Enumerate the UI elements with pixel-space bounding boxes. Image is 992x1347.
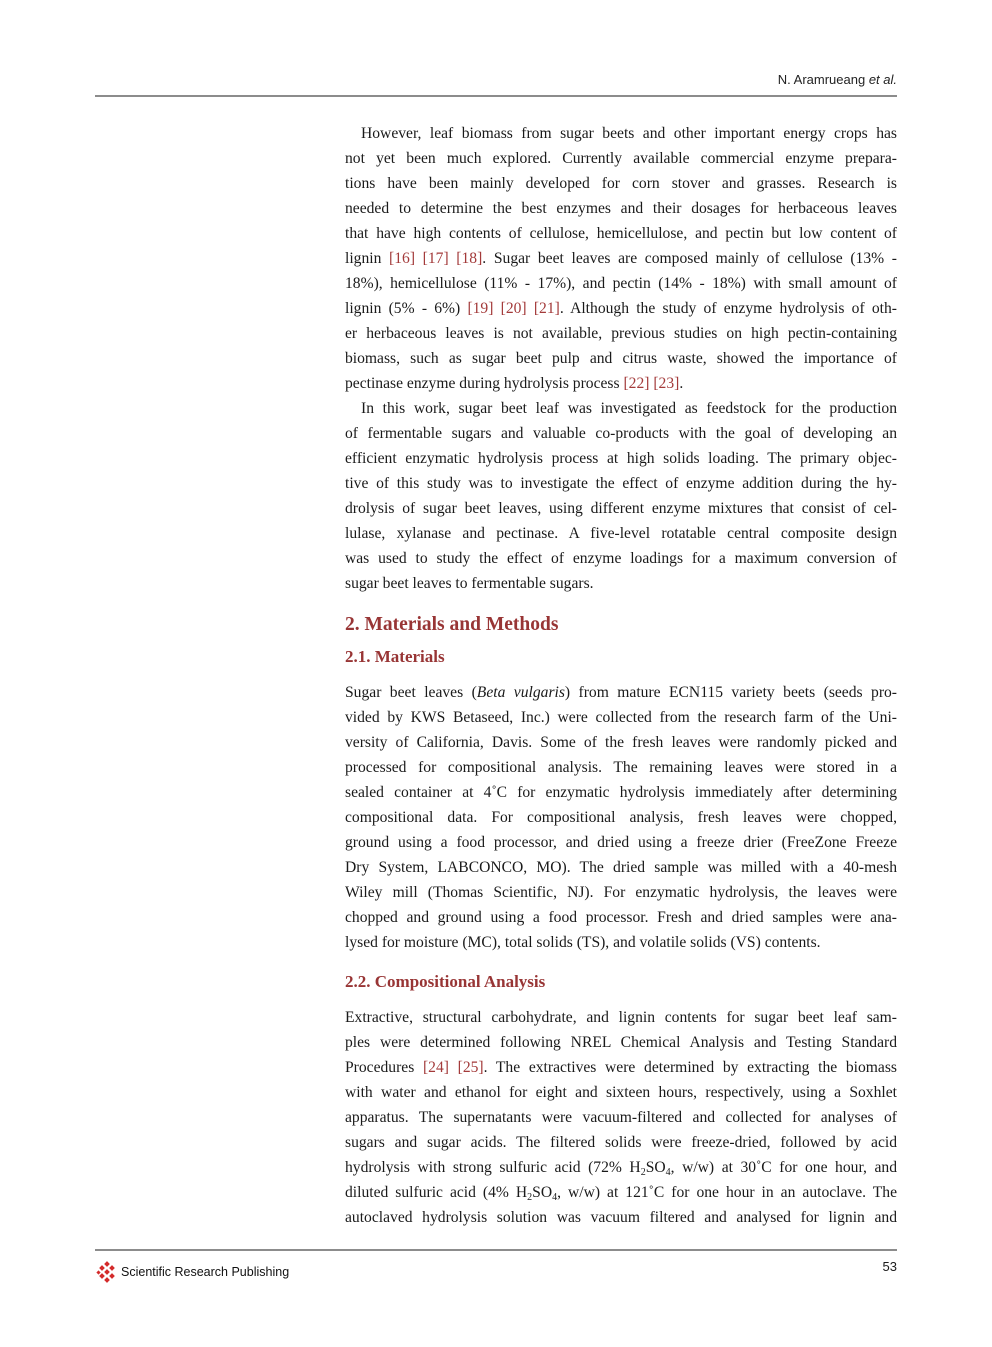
text-segment: tions have been mainly developed for corn stover and grasses. Research is [345, 175, 897, 192]
text-line [345, 930, 897, 955]
subscript: 2 [527, 1192, 533, 1203]
text-line [345, 571, 897, 596]
text-segment: diluted sulfuric acid (4% H [345, 1184, 528, 1201]
citation-link[interactable]: [24] [25] [422, 1059, 484, 1076]
text-line [345, 546, 897, 571]
text-segment: lignin [345, 250, 390, 267]
text-segment: tive of this study was to investigate the effect of enzyme addition during the hy- [345, 475, 897, 492]
text-segment: not yet been much explored. Currently available commercial enzyme prepara- [345, 150, 897, 167]
text-line [345, 1180, 897, 1205]
text-line [345, 1005, 897, 1030]
subscript: 4 [665, 1167, 671, 1178]
text-segment: with water and ethanol for eight and sixteen hours, respectively, using a Soxhlet [345, 1084, 897, 1101]
text-segment: hydrolysis with strong sulfuric acid (72% H [345, 1159, 641, 1176]
text-segment: Procedures [345, 1059, 423, 1076]
text-segment: . The extractives were determined by extracting the biomass [483, 1059, 897, 1076]
text-line [345, 705, 897, 730]
text-line [345, 371, 897, 396]
text-line [345, 730, 897, 755]
text-segment: chopped and ground using a food processor. Fresh and dried samples were ana- [345, 909, 897, 926]
text-segment: that have high contents of cellulose, hemicellulose, and pectin but low content of [345, 225, 897, 242]
text-line [345, 321, 897, 346]
italic-text: Beta vulgaris [476, 684, 565, 701]
text-line [345, 780, 897, 805]
text-segment: drolysis of sugar beet leaves, using different enzyme mixtures that consist of cel- [345, 500, 897, 517]
text-line [345, 1155, 897, 1180]
text-segment: . Although the study of enzyme hydrolysis of oth- [559, 300, 897, 317]
header-author: N. Aramrueang [777, 72, 866, 87]
citation-link[interactable]: [16] [17] [18] [389, 250, 483, 267]
text-segment: sugars and sugar acids. The filtered solids were freeze-dried, followed by acid [345, 1134, 897, 1151]
text-line [345, 271, 897, 296]
text-segment: However, leaf biomass from sugar beets and other important energy crops has [361, 125, 897, 142]
text-line [345, 121, 897, 146]
page-number: 53 [882, 1259, 897, 1274]
text-line [345, 446, 897, 471]
text-line [345, 1030, 897, 1055]
text-line [345, 855, 897, 880]
text-line [345, 755, 897, 780]
citation-link[interactable]: [19] [20] [21] [467, 300, 560, 317]
text-line [345, 396, 897, 421]
footer-rule [95, 1249, 897, 1251]
scirp-logo-icon [96, 1261, 118, 1283]
subsection-heading-compositional-analysis: 2.2. Compositional Analysis [345, 972, 546, 991]
text-segment: ples were determined following NREL Chemical Analysis and Testing Standard [345, 1034, 897, 1051]
publisher-logo [96, 1261, 289, 1283]
text-segment: sealed container at 4˚C for enzymatic hydrolysis immediately after determining [345, 784, 897, 801]
header-etal: et al. [868, 72, 897, 87]
text-line [345, 146, 897, 171]
text-segment: Dry System, LABCONCO, MO). The dried sample was milled with a 40-mesh [345, 859, 897, 876]
text-segment: vided by KWS Betaseed, Inc.) were collected from the research farm of the Uni- [345, 709, 897, 726]
text-line [345, 296, 897, 321]
section-heading-materials-methods: 2. Materials and Methods [345, 614, 559, 635]
text-segment: efficient enzymatic hydrolysis process at high solids loading. The primary objec- [345, 450, 897, 467]
text-line [345, 221, 897, 246]
text-segment: lignin (5% - 6%) [345, 300, 468, 317]
text-line [345, 521, 897, 546]
text-line [345, 680, 897, 705]
text-segment: SO [532, 1184, 553, 1201]
text-segment: sugar beet leaves to fermentable sugars. [345, 575, 594, 592]
text-line [345, 1105, 897, 1130]
text-line [345, 196, 897, 221]
paragraph-intro-2 [345, 396, 897, 596]
citation-link[interactable]: [22] [23] [623, 375, 680, 392]
text-line [345, 471, 897, 496]
header-rule [95, 95, 897, 97]
subsection-heading-materials: 2.1. Materials [345, 647, 445, 666]
text-segment: autoclaved hydrolysis solution was vacuum filtered and analysed for lignin and [345, 1209, 897, 1226]
text-segment: compositional data. For compositional analysis, fresh leaves were chopped, [345, 809, 897, 826]
text-segment: ) from mature ECN115 variety beets (seeds pro- [564, 684, 898, 701]
paragraph-materials [345, 680, 897, 955]
text-segment: lysed for moisture (MC), total solids (TS), and volatile solids (VS) contents. [345, 934, 821, 951]
text-line [345, 1080, 897, 1105]
text-segment: , w/w) at 121˚C for one hour in an autoclave. The [557, 1184, 897, 1201]
text-line [345, 171, 897, 196]
text-segment: er herbaceous leaves is not available, previous studies on high pectin-containing [345, 325, 897, 342]
text-segment: Sugar beet leaves ( [345, 684, 477, 701]
subscript: 2 [640, 1167, 646, 1178]
text-segment: . [679, 375, 684, 392]
publisher-name: Scientific Research Publishing [121, 1265, 290, 1279]
text-segment: apparatus. The supernatants were vacuum-filtered and collected for analyses of [345, 1109, 897, 1126]
text-line [345, 1130, 897, 1155]
subscript: 4 [552, 1192, 558, 1203]
text-segment: pectinase enzyme during hydrolysis process [345, 375, 624, 392]
text-line [345, 496, 897, 521]
text-line [345, 805, 897, 830]
text-segment: processed for compositional analysis. The remaining leaves were stored in a [345, 759, 897, 776]
text-segment: was used to study the effect of enzyme loadings for a maximum conversion of [345, 550, 897, 567]
text-line [345, 346, 897, 371]
text-segment: SO [645, 1159, 666, 1176]
text-line [345, 421, 897, 446]
text-segment: ground using a food processor, and dried using a freeze drier (FreeZone Freeze [345, 834, 897, 851]
text-line [345, 1055, 897, 1080]
paragraph-compositional [345, 1005, 897, 1230]
text-segment: . Sugar beet leaves are composed mainly of cellulose (13% - [482, 250, 897, 267]
text-segment: 18%), hemicellulose (11% - 17%), and pectin (14% - 18%) with small amount of [345, 275, 897, 292]
text-segment: versity of California, Davis. Some of the fresh leaves were randomly picked and [345, 734, 897, 751]
paragraph-intro-1 [345, 121, 897, 396]
running-header [778, 72, 897, 87]
text-segment: biomass, such as sugar beet pulp and citrus waste, showed the importance of [345, 350, 897, 367]
text-line [345, 905, 897, 930]
text-line [345, 246, 897, 271]
text-segment: lulase, xylanase and pectinase. A five-level rotatable central composite design [345, 525, 897, 542]
text-segment: of fermentable sugars and valuable co-products with the goal of developing an [345, 425, 897, 442]
text-segment: Extractive, structural carbohydrate, and lignin contents for sugar beet leaf sam- [345, 1009, 897, 1026]
text-line [345, 830, 897, 855]
text-line [345, 880, 897, 905]
text-segment: , w/w) at 30˚C for one hour, and [670, 1159, 897, 1176]
text-segment: Wiley mill (Thomas Scientific, NJ). For enzymatic hydrolysis, the leaves were [345, 884, 897, 901]
text-segment: needed to determine the best enzymes and their dosages for herbaceous leaves [345, 200, 897, 217]
text-line [345, 1205, 897, 1230]
text-segment: In this work, sugar beet leaf was investigated as feedstock for the production [361, 400, 897, 417]
